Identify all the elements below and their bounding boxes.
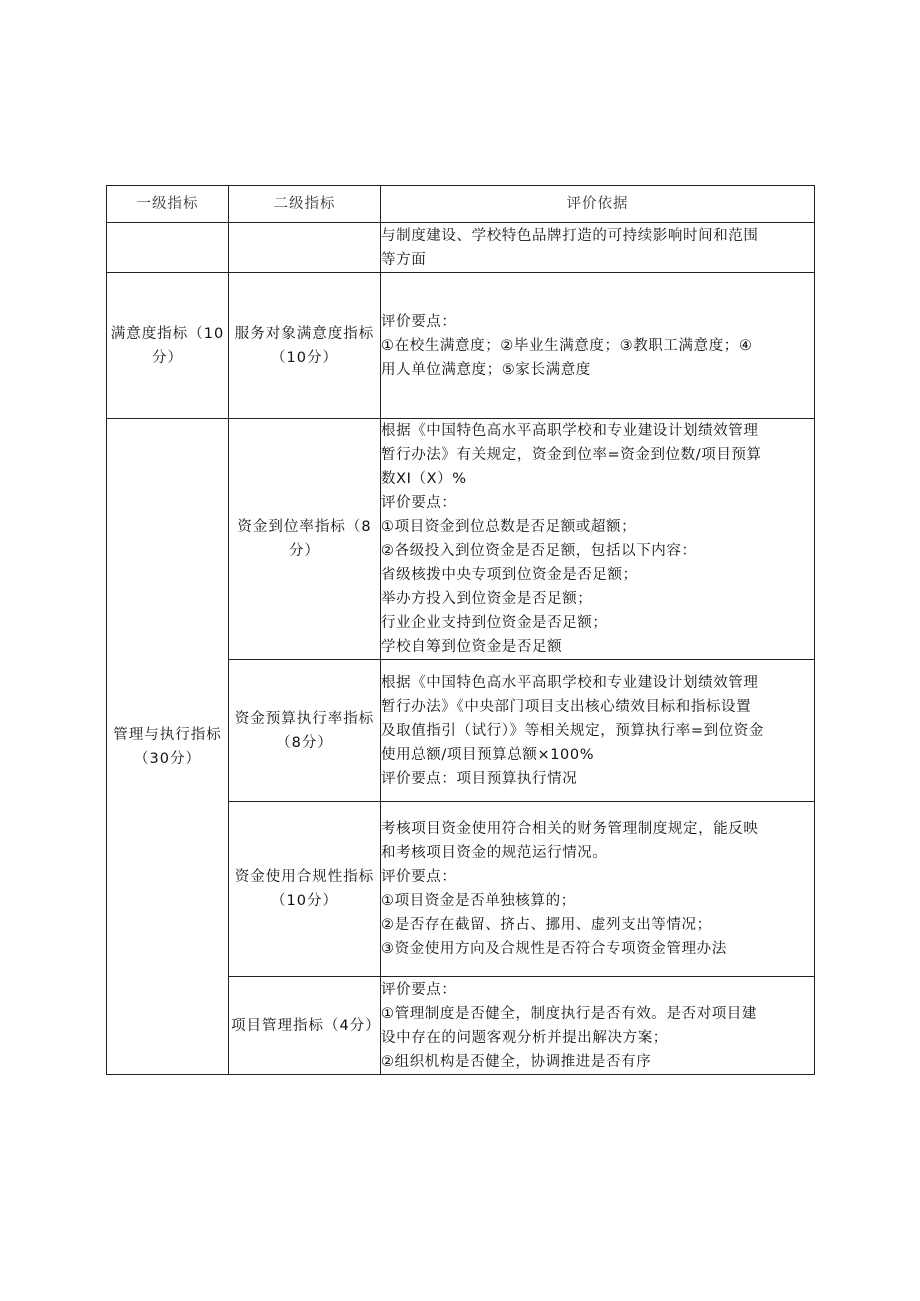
basis-line: 暂行办法》《中央部门项目支出核心绩效目标和指标设置 [381,698,752,715]
basis-line: 省级核拨中央专项到位资金是否足额； [381,567,638,583]
project-management-level2 [229,977,381,1075]
satisfaction-level1-text: 满意度指标（10分） [110,325,225,366]
basis-line: 行业企业支持到位资金是否足额； [381,615,608,631]
basis-line: 和考核项目资金的规范运行情况。 [381,845,608,861]
basis-line: ②各级投入到位资金是否足额，包括以下内容： [381,543,697,559]
fund-arrival-level2 [229,419,381,660]
basis-line: 等方面 [381,251,427,268]
fund-compliance-level2 [229,802,381,977]
satisfaction-basis [381,273,815,419]
satisfaction-level2 [229,273,381,419]
basis-line: ①项目资金到位总数是否足额或超额； [381,519,637,535]
basis-line: 评价要点：项目预算执行情况 [381,770,578,787]
basis-line: 评价要点： [381,313,457,330]
basis-line: 学校自筹到位资金是否足额 [381,639,563,655]
basis-line: ①项目资金是否单独核算的； [381,893,576,909]
management-level1-text: 管理与执行指标（30分） [113,726,222,767]
basis-line: ①管理制度是否健全，制度执行是否有效。是否对项目建 [381,1005,757,1022]
budget-execution-level2-text: 资金预算执行率指标（8分） [234,710,375,751]
budget-execution-level2 [229,660,381,802]
evaluation-table [106,185,815,1075]
management-level1 [107,419,229,1075]
budget-execution-basis [381,660,815,802]
fund-compliance-basis [381,802,815,977]
table-row-satisfaction [107,273,815,419]
continuation-level1 [107,223,229,273]
satisfaction-level1 [107,273,229,419]
basis-line: 考核项目资金使用符合相关的财务管理制度规定，能反映 [381,821,759,837]
basis-line: 根据《中国特色高水平高职学校和专业建设计划绩效管理 [381,674,759,691]
basis-line: 举办方投入到位资金是否足额； [381,591,593,607]
basis-line: 评价要点： [381,495,457,511]
basis-line: ③资金使用方向及合规性是否符合专项资金管理办法 [381,941,727,957]
basis-line: 评价要点： [381,869,457,885]
basis-line: 设中存在的问题客观分析并提出解决方案； [381,1029,668,1046]
basis-line: ②组织机构是否健全，协调推进是否有序 [381,1053,652,1070]
fund-compliance-level2-text: 资金使用合规性指标（10分） [234,869,375,909]
table-row-fund-arrival [107,419,815,660]
basis-line: 评价要点： [381,981,457,998]
continuation-level2 [229,223,381,273]
basis-line: 与制度建设、学校特色品牌打造的可持续影响时间和范围 [381,227,759,244]
table-header-row [107,186,815,223]
basis-line: 用人单位满意度；⑤家长满意度 [381,361,591,378]
basis-line: ②是否存在截留、挤占、挪用、虚列支出等情况； [381,917,712,933]
basis-line: 暂行办法》有关规定，资金到位率=资金到位数/项目预算 [381,447,762,463]
header-level1: 一级指标 [107,186,229,223]
basis-line: 数XI（X）% [381,471,467,487]
header-level2: 二级指标 [229,186,381,223]
basis-line: ①在校生满意度；②毕业生满意度；③教职工满意度；④ [381,337,753,354]
table-row-continuation [107,223,815,273]
basis-line: 使用总额/项目预算总额×100% [381,746,595,763]
fund-arrival-basis [381,419,815,660]
satisfaction-level2-text: 服务对象满意度指标（10分） [234,325,375,366]
basis-line: 及取值指引（试行）》等相关规定，预算执行率=到位资金 [381,722,764,739]
continuation-basis [381,223,815,273]
header-basis: 评价依据 [381,186,815,223]
fund-arrival-level2-text: 资金到位率指标（8分） [237,519,372,559]
basis-line: 根据《中国特色高水平高职学校和专业建设计划绩效管理 [381,423,759,439]
project-management-basis [381,977,815,1075]
project-management-level2-text: 项目管理指标（4分） [231,1017,381,1034]
